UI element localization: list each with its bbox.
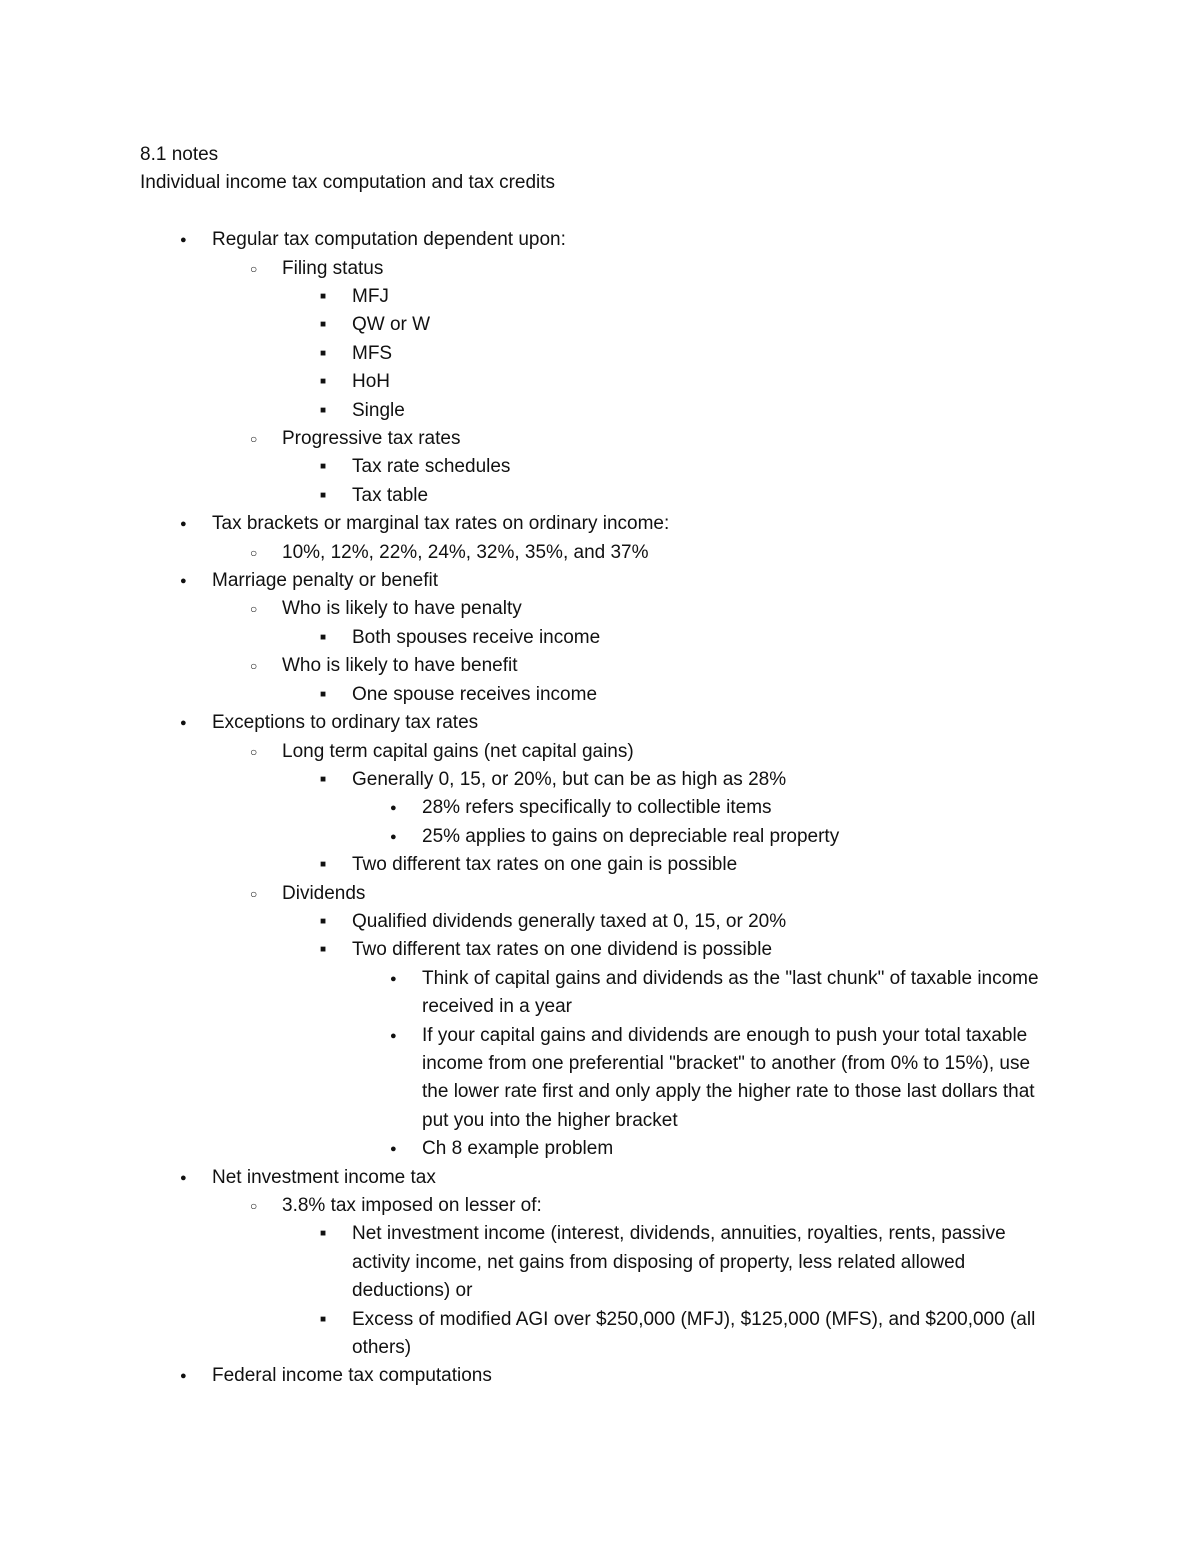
square-bullet-icon: ■ xyxy=(320,773,327,785)
list-item xyxy=(140,283,1060,311)
list-item-text: Who is likely to have penalty xyxy=(282,598,522,620)
list-item xyxy=(140,1362,1060,1390)
list-item-text: Excess of modified AGI over $250,000 (MFJ), $125,000 (MFS), and $200,000 (all others) xyxy=(352,1308,1036,1359)
square-bullet-icon: ■ xyxy=(320,291,327,303)
circle-bullet-icon: ○ xyxy=(250,659,258,674)
list-item xyxy=(140,823,1060,851)
list-item xyxy=(140,908,1060,936)
square-bullet-icon: ■ xyxy=(320,489,327,501)
circle-bullet-icon: ○ xyxy=(250,602,258,617)
list-item-text: 10%, 12%, 22%, 24%, 32%, 35%, and 37% xyxy=(282,541,649,563)
list-item xyxy=(140,340,1060,368)
list-item-text: Ch 8 example problem xyxy=(422,1138,614,1160)
square-bullet-icon: ■ xyxy=(320,376,327,388)
circle-bullet-icon: ○ xyxy=(250,744,258,759)
list-item xyxy=(140,766,1060,794)
square-bullet-icon: ■ xyxy=(320,944,327,956)
blank-line xyxy=(140,198,1060,226)
disc-bullet-icon: ● xyxy=(180,1171,187,1184)
list-item-text: 28% refers specifically to collectible items xyxy=(422,797,772,819)
notes-outline xyxy=(140,226,1060,1391)
disc-bullet-icon: ● xyxy=(180,717,187,730)
list-item-text: Long term capital gains (net capital gains) xyxy=(282,740,634,762)
list-item-text: Who is likely to have benefit xyxy=(282,655,518,677)
list-item-text: Net investment income (interest, dividends, annuities, royalties, rents, passive activity income, net gains from disposing of property, less related allowed deductions) or xyxy=(352,1223,1006,1302)
list-item xyxy=(140,226,1060,254)
list-item-text: Marriage penalty or benefit xyxy=(212,570,439,592)
square-bullet-icon: ■ xyxy=(320,1313,327,1325)
list-item-text: MFS xyxy=(352,342,393,364)
list-item xyxy=(140,794,1060,822)
disc-bullet-icon: ● xyxy=(180,234,187,247)
list-item xyxy=(140,1220,1060,1305)
list-item-text: Net investment income tax xyxy=(212,1166,436,1188)
list-item-text: Regular tax computation dependent upon: xyxy=(212,229,566,251)
disc-bullet-icon: ● xyxy=(390,802,397,815)
list-item-text: Filing status xyxy=(282,257,384,279)
circle-bullet-icon: ○ xyxy=(250,886,258,901)
list-item xyxy=(140,567,1060,595)
disc-bullet-icon: ● xyxy=(390,830,397,843)
list-item-text: Generally 0, 15, or 20%, but can be as high as 28% xyxy=(352,768,787,790)
square-bullet-icon: ■ xyxy=(320,319,327,331)
list-item-text: QW or W xyxy=(352,314,431,336)
list-item xyxy=(140,255,1060,283)
list-item xyxy=(140,1135,1060,1163)
list-item-text: If your capital gains and dividends are enough to push your total taxable income from one preferential "bracket" to another (from 0% to 15%), use the lower rate first and only apply the higher rate to those last dollars that put you into the higher bracket xyxy=(422,1024,1035,1131)
list-item xyxy=(140,851,1060,879)
square-bullet-icon: ■ xyxy=(320,461,327,473)
disc-bullet-icon: ● xyxy=(390,1029,397,1042)
list-item-text: Tax brackets or marginal tax rates on ordinary income: xyxy=(212,513,670,535)
square-bullet-icon: ■ xyxy=(320,688,327,700)
doc-title: 8.1 notes xyxy=(140,144,219,165)
list-item xyxy=(140,1306,1060,1363)
circle-bullet-icon: ○ xyxy=(250,1199,258,1214)
list-item xyxy=(140,1192,1060,1220)
list-item-text: Think of capital gains and dividends as the "last chunk" of taxable income received in a year xyxy=(422,967,1039,1018)
square-bullet-icon: ■ xyxy=(320,859,327,871)
list-item-text: Federal income tax computations xyxy=(212,1365,492,1387)
disc-bullet-icon: ● xyxy=(180,1370,187,1383)
disc-bullet-icon: ● xyxy=(390,1143,397,1156)
list-item xyxy=(140,453,1060,481)
list-item-text: Progressive tax rates xyxy=(282,428,461,450)
list-item-text: Single xyxy=(352,399,405,421)
list-item-text: One spouse receives income xyxy=(352,683,598,705)
list-item-text: Tax table xyxy=(352,484,429,506)
circle-bullet-icon: ○ xyxy=(250,261,258,276)
list-item-text: Exceptions to ordinary tax rates xyxy=(212,712,479,734)
list-item xyxy=(140,965,1060,1022)
list-item xyxy=(140,397,1060,425)
square-bullet-icon: ■ xyxy=(320,347,327,359)
circle-bullet-icon: ○ xyxy=(250,545,258,560)
square-bullet-icon: ■ xyxy=(320,631,327,643)
list-item-text: Two different tax rates on one dividend is possible xyxy=(352,939,773,961)
list-item xyxy=(140,1164,1060,1192)
list-item-text: HoH xyxy=(352,371,391,393)
list-item-text: 3.8% tax imposed on lesser of: xyxy=(282,1195,542,1217)
list-item-text: 25% applies to gains on depreciable real property xyxy=(422,825,840,847)
list-item-text: Both spouses receive income xyxy=(352,626,601,648)
list-item-text: Qualified dividends generally taxed at 0, 15, or 20% xyxy=(352,910,787,932)
list-item xyxy=(140,482,1060,510)
list-item xyxy=(140,652,1060,680)
list-item-text: Tax rate schedules xyxy=(352,456,511,478)
square-bullet-icon: ■ xyxy=(320,1228,327,1240)
list-item xyxy=(140,425,1060,453)
square-bullet-icon: ■ xyxy=(320,915,327,927)
doc-subtitle: Individual income tax computation and tax credits xyxy=(140,172,556,194)
list-item xyxy=(140,709,1060,737)
disc-bullet-icon: ● xyxy=(180,518,187,531)
list-item xyxy=(140,595,1060,623)
circle-bullet-icon: ○ xyxy=(250,432,258,447)
list-item xyxy=(140,510,1060,538)
list-item-text: MFJ xyxy=(352,286,389,308)
list-item-text: Two different tax rates on one gain is possible xyxy=(352,854,738,876)
disc-bullet-icon: ● xyxy=(180,575,187,588)
list-item xyxy=(140,624,1060,652)
list-item xyxy=(140,681,1060,709)
list-item-text: Dividends xyxy=(282,882,366,904)
list-item xyxy=(140,936,1060,964)
list-item xyxy=(140,311,1060,339)
list-item xyxy=(140,539,1060,567)
list-item xyxy=(140,1022,1060,1136)
list-item xyxy=(140,738,1060,766)
list-item xyxy=(140,880,1060,908)
square-bullet-icon: ■ xyxy=(320,404,327,416)
list-item xyxy=(140,368,1060,396)
disc-bullet-icon: ● xyxy=(390,972,397,985)
